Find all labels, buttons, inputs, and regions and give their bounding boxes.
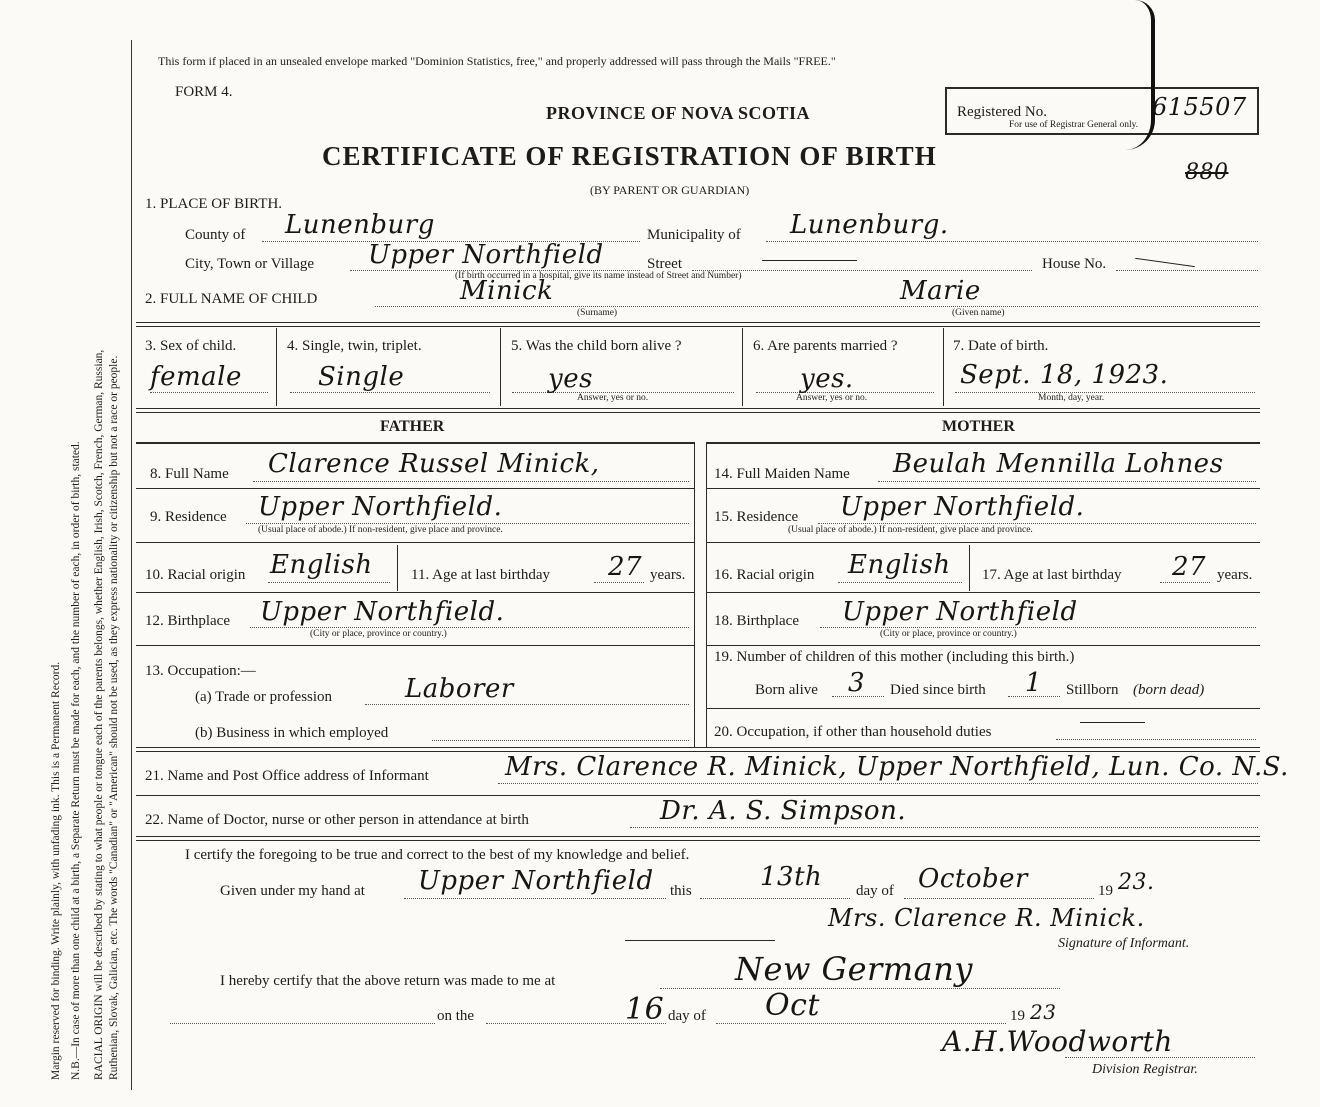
county-label: County of	[185, 227, 246, 243]
doctor-label: 22. Name of Doctor, nurse or other person in attendance at birth	[145, 812, 529, 828]
mother-name-value: Beulah Mennilla Lohnes	[893, 449, 1224, 479]
mother-residence-value: Upper Northfield.	[840, 492, 1085, 522]
child-name-label: 2. FULL NAME OF CHILD	[145, 291, 318, 307]
informant-label: 21. Name and Post Office address of Informant	[145, 768, 429, 784]
plurality-label: 4. Single, twin, triplet.	[287, 338, 422, 354]
mother-abode-note: (Usual place of abode.) If non-resident, give place and province.	[788, 525, 1033, 535]
father-trade-value: Laborer	[405, 674, 514, 704]
registrar-signature: A.H.Woodworth	[942, 1025, 1173, 1058]
reg-year-prefix: 19	[1010, 1008, 1025, 1024]
day-of-label: day of	[856, 883, 894, 899]
this-label: this	[670, 883, 692, 899]
father-place-note: (City or place, province or country.)	[310, 629, 447, 639]
margin-note-3: RACIAL ORIGIN will be described by stating to what people or tongue each of the parents belongs, whether English, Irish, Scotch, French, German, Russian,	[93, 349, 105, 1080]
struck-number: 880	[1185, 160, 1229, 185]
registrar-note: For use of Registrar General only.	[1009, 120, 1139, 130]
margin-note-1: Margin reserved for binding. Write plainly, with unfading ink. This is a Permanent Record.	[50, 661, 62, 1080]
father-birthplace-value: Upper Northfield.	[260, 597, 505, 627]
child-surname: Minick	[460, 276, 554, 306]
margin-rule	[131, 40, 132, 1090]
mail-notice: This form if placed in an unsealed envelope marked "Dominion Statistics, free," and properly addressed will pass through the Mails "FREE."	[158, 54, 836, 68]
house-label: House No.	[1042, 256, 1107, 272]
plurality-value: Single	[318, 362, 405, 392]
sex-value: female	[150, 362, 242, 392]
signature-label: Signature of Informant.	[1058, 936, 1190, 951]
given-year-suffix: 23.	[1118, 870, 1155, 895]
municipality-label: Municipality of	[647, 227, 741, 243]
form-number: FORM 4.	[175, 84, 233, 100]
registered-label: Registered No.	[957, 104, 1047, 120]
stillborn-note: (born dead)	[1133, 682, 1205, 698]
father-residence-label: 9. Residence	[150, 509, 227, 525]
municipality-value: Lunenburg.	[790, 210, 949, 240]
father-residence-value: Upper Northfield.	[258, 492, 503, 522]
father-age-label: 11. Age at last birthday	[411, 567, 550, 583]
given-year-prefix: 19	[1098, 883, 1113, 899]
given-place: Upper Northfield	[418, 866, 654, 896]
father-race-label: 10. Racial origin	[145, 567, 246, 583]
alive-label: 5. Was the child born alive ?	[511, 338, 682, 354]
mother-race-label: 16. Racial origin	[714, 567, 815, 583]
born-alive-label: Born alive	[755, 682, 818, 698]
reg-year-suffix: 23	[1030, 1000, 1057, 1024]
father-race-value: English	[270, 550, 373, 580]
registered-box	[945, 87, 1259, 135]
given-note: (Given name)	[952, 308, 1005, 318]
died-value: 1	[1025, 668, 1043, 698]
informant-signature: Mrs. Clarence R. Minick.	[828, 904, 1145, 932]
reg-day-of-label: day of	[668, 1008, 706, 1024]
father-business-label: (b) Business in which employed	[195, 725, 389, 741]
sex-label: 3. Sex of child.	[145, 338, 237, 354]
surname-note: (Surname)	[577, 308, 618, 318]
city-label: City, Town or Village	[185, 256, 315, 272]
mother-race-value: English	[848, 550, 951, 580]
mother-years: years.	[1217, 567, 1253, 583]
married-value: yes.	[800, 364, 854, 394]
county-value: Lunenburg	[285, 210, 435, 240]
father-trade-label: (a) Trade or profession	[195, 689, 333, 705]
registrar-day: 16	[625, 992, 665, 1027]
given-day: 13th	[760, 862, 823, 892]
registrar-label: Division Registrar.	[1092, 1062, 1198, 1077]
died-label: Died since birth	[890, 682, 986, 698]
child-given-name: Marie	[900, 276, 981, 306]
father-abode-note: (Usual place of abode.) If non-resident, give place and province.	[258, 525, 503, 535]
place-of-birth-label: 1. PLACE OF BIRTH.	[145, 196, 283, 212]
alive-value: yes	[548, 364, 593, 394]
certify-statement: I certify the foregoing to be true and correct to the best of my knowledge and belief.	[185, 847, 690, 863]
margin-note-4: Ruthenian, Slovak, Galician, etc. The words "Canadian" or "American" should not be used, as they express nationality or citizenship but not a race or people.	[108, 355, 120, 1080]
registrar-statement: I hereby certify that the above return was made to me at	[220, 973, 556, 989]
ink-stroke	[1125, 0, 1155, 150]
mother-age-value: 27	[1172, 552, 1207, 582]
mother-children-label: 19. Number of children of this mother (including this birth.)	[714, 649, 1075, 665]
mother-occupation-label: 20. Occupation, if other than household duties	[714, 724, 992, 740]
province-title: PROVINCE OF NOVA SCOTIA	[546, 103, 811, 123]
hospital-note: (If birth occurred in a hospital, give its name instead of Street and Number)	[455, 271, 742, 281]
margin-note-2: N.B.—In case of more than one child at a birth, a Separate Return must be made for each, and the number of each, in order of birth, stated.	[70, 441, 82, 1080]
certificate-title: CERTIFICATE OF REGISTRATION OF BIRTH	[322, 141, 937, 171]
dob-value: Sept. 18, 1923.	[960, 360, 1169, 390]
mother-birthplace-value: Upper Northfield	[842, 597, 1078, 627]
married-label: 6. Are parents married ?	[753, 338, 898, 354]
mother-name-label: 14. Full Maiden Name	[714, 466, 850, 482]
given-label: Given under my hand at	[220, 883, 365, 899]
born-alive-value: 3	[848, 668, 866, 698]
registered-number: 615507	[1152, 93, 1247, 121]
registrar-month: Oct	[765, 988, 820, 1023]
mother-age-label: 17. Age at last birthday	[982, 567, 1122, 583]
dob-note: Month, day, year.	[1038, 393, 1105, 403]
married-answer-note: Answer, yes or no.	[796, 393, 868, 403]
father-heading: FATHER	[380, 418, 445, 435]
mother-place-note: (City or place, province or country.)	[880, 629, 1017, 639]
informant-value: Mrs. Clarence R. Minick, Upper Northfield, Lun. Co. N.S.	[505, 752, 1289, 782]
street-label: Street	[647, 256, 682, 272]
mother-birthplace-label: 18. Birthplace	[714, 613, 799, 629]
city-value: Upper Northfield	[368, 240, 604, 270]
mother-heading: MOTHER	[942, 418, 1015, 435]
doctor-value: Dr. A. S. Simpson.	[660, 796, 907, 826]
father-age-value: 27	[608, 552, 643, 582]
father-occupation-label: 13. Occupation:—	[145, 663, 256, 679]
father-years: years.	[650, 567, 686, 583]
alive-answer-note: Answer, yes or no.	[577, 393, 649, 403]
father-birthplace-label: 12. Birthplace	[145, 613, 230, 629]
stillborn-label: Stillborn	[1066, 682, 1119, 698]
on-the-label: on the	[437, 1008, 475, 1024]
given-month: October	[918, 864, 1028, 894]
father-name-label: 8. Full Name	[150, 466, 229, 482]
mother-residence-label: 15. Residence	[714, 509, 799, 525]
certificate-subtitle: (BY PARENT OR GUARDIAN)	[590, 183, 750, 197]
father-name-value: Clarence Russel Minick,	[268, 449, 600, 479]
dob-label: 7. Date of birth.	[953, 338, 1049, 354]
registrar-place: New Germany	[735, 950, 973, 988]
